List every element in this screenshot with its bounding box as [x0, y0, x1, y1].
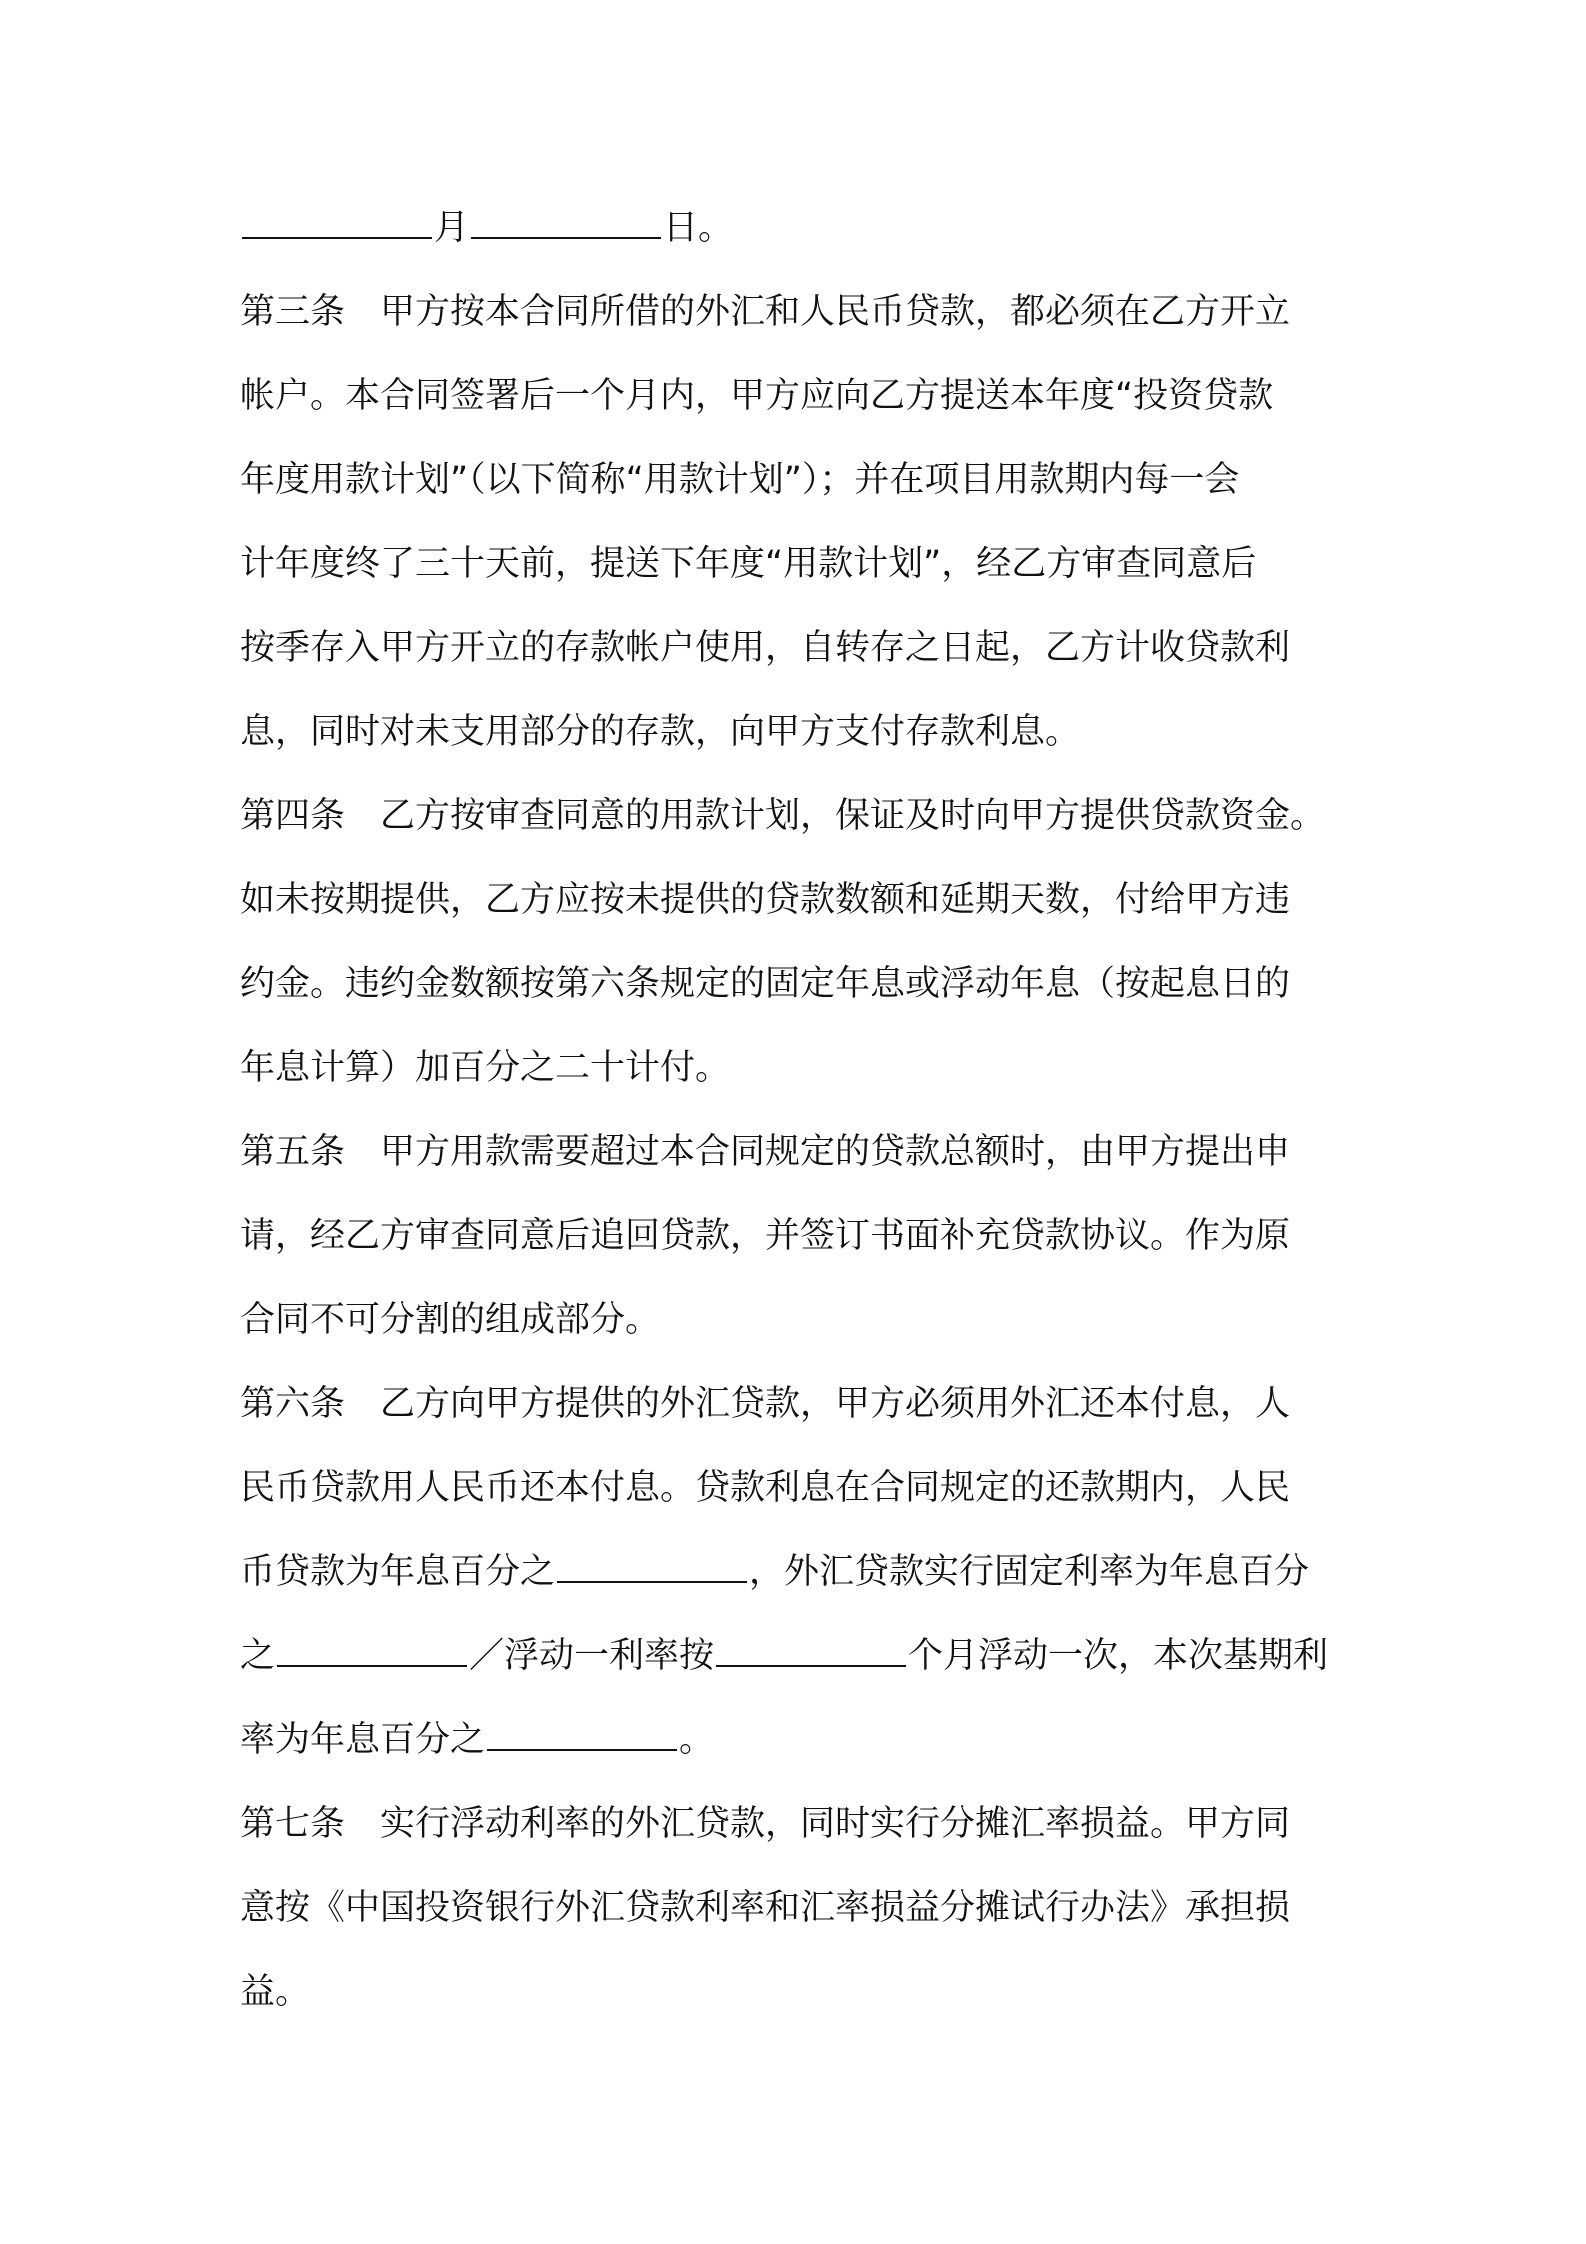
text-line: 年息计算）加百分之二十计付。: [240, 1048, 731, 1088]
blank-month: [242, 207, 432, 239]
text-line: 益。: [240, 1972, 311, 2012]
rate-line-1: [240, 1530, 1360, 1614]
blank-float-months: [716, 1635, 906, 1667]
rate-line-1-prefix: 币贷款为年息百分之: [240, 1552, 556, 1592]
text-line: 民币贷款用人民币还本付息。贷款利息在合同规定的还款期内，人民: [240, 1468, 1291, 1508]
rate-line-2-suffix: 个月浮动一次，本次基期利: [908, 1636, 1329, 1676]
rate-line-3-suffix: 。: [679, 1720, 715, 1760]
blank-day: [471, 207, 661, 239]
rate-line-1-suffix: ，外汇贷款实行固定利率为年息百分: [749, 1552, 1310, 1592]
blank-fixed-rate: [277, 1635, 467, 1667]
text-line: 帐户。本合同签署后一个月内，甲方应向乙方提送本年度“投资贷款: [240, 376, 1274, 416]
text-line: 请，经乙方审查同意后追回贷款，并签订书面补充贷款协议。作为原: [240, 1216, 1291, 1256]
blank-rmb-rate: [557, 1551, 747, 1583]
text-line: 第三条 甲方按本合同所借的外汇和人民币贷款，都必须在乙方开立: [240, 292, 1291, 332]
text-line: 息，同时对未支用部分的存款，向甲方支付存款利息。: [240, 712, 1081, 752]
month-label: 月: [434, 208, 470, 248]
text-line: 第七条 实行浮动利率的外汇贷款，同时实行分摊汇率损益。甲方同: [240, 1804, 1291, 1844]
text-line: 第四条 乙方按审查同意的用款计划，保证及时向甲方提供贷款资金。: [240, 796, 1326, 836]
rate-line-3-prefix: 率为年息百分之: [240, 1720, 486, 1760]
rate-line-2: [240, 1614, 1360, 1698]
document-body: [240, 186, 1360, 2034]
text-line: 意按《中国投资银行外汇贷款利率和汇率损益分摊试行办法》承担损: [240, 1888, 1291, 1928]
text-line: 第六条 乙方向甲方提供的外汇贷款，甲方必须用外汇还本付息，人: [240, 1384, 1291, 1424]
text-line: 年度用款计划”（以下简称“用款计划”）；并在项目用款期内每一会: [240, 460, 1240, 500]
rate-line-2-prefix: 之: [240, 1636, 276, 1676]
blank-base-rate: [487, 1719, 677, 1751]
date-line: [240, 186, 1360, 270]
text-line: 按季存入甲方开立的存款帐户使用，自转存之日起，乙方计收贷款利: [240, 628, 1291, 668]
text-line: 合同不可分割的组成部分。: [240, 1300, 661, 1340]
day-label: 日。: [663, 208, 734, 248]
rate-line-2-middle: ／浮动一利率按: [469, 1636, 715, 1676]
text-line: 计年度终了三十天前，提送下年度“用款计划”，经乙方审查同意后: [240, 544, 1257, 584]
text-line: 约金。违约金数额按第六条规定的固定年息或浮动年息（按起息日的: [240, 964, 1291, 1004]
text-line: 如未按期提供，乙方应按未提供的贷款数额和延期天数，付给甲方违: [240, 880, 1291, 920]
rate-line-3: [240, 1698, 1360, 1782]
text-line: 第五条 甲方用款需要超过本合同规定的贷款总额时，由甲方提出申: [240, 1132, 1291, 1172]
